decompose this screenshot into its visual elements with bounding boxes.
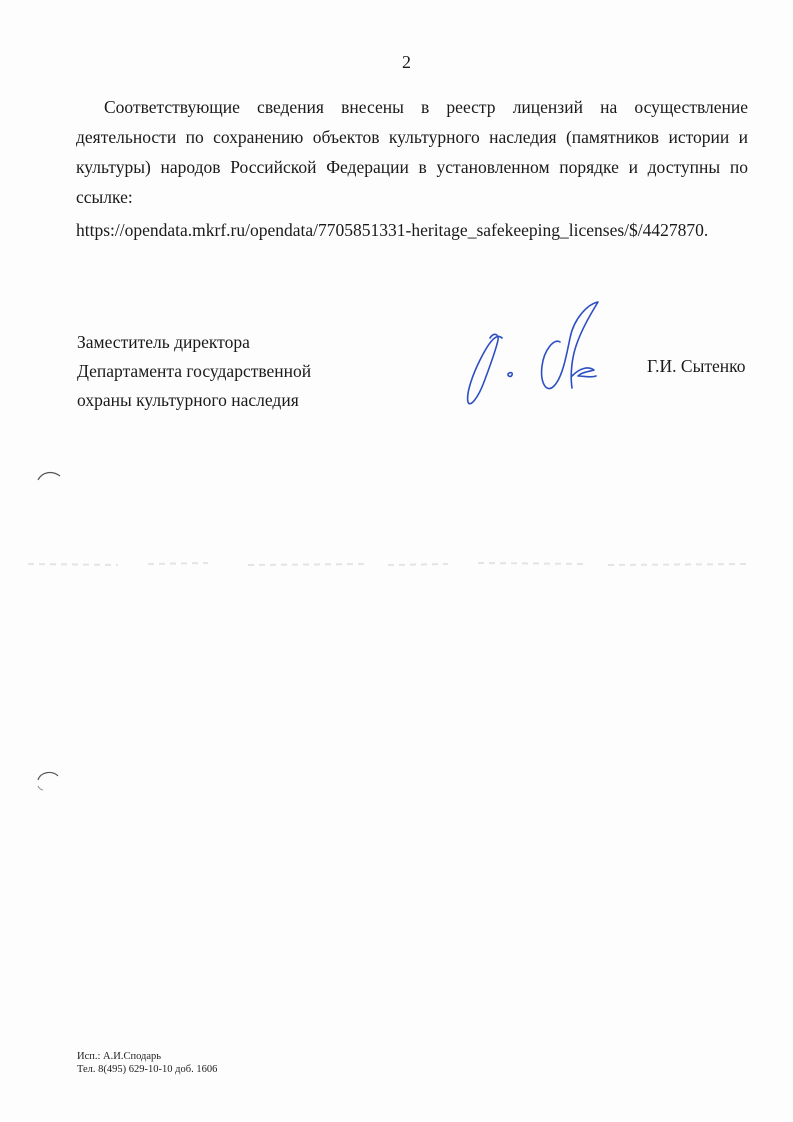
page-number: 2 — [402, 52, 411, 72]
body-paragraph: Соответствующие сведения внесены в реестр лицензий на осуществление деятельности по сохранению объектов культурного наследия (памятников истории и культуры) народов Российской Федерации в установленном порядке и доступны по ссылке: — [76, 97, 748, 207]
signer-title-line-2: Департамента государственной — [77, 361, 312, 381]
hole-punch-mark-bottom — [34, 768, 60, 794]
signer-title-line-3: охраны культурного наследия — [77, 390, 299, 410]
hole-punch-mark-top — [36, 466, 62, 492]
signer-title — [77, 328, 311, 415]
executor-phone: Тел. 8(495) 629-10-10 доб. 1606 — [77, 1064, 218, 1075]
signer-name: Г.И. Сытенко — [647, 356, 746, 376]
scan-noise-line — [28, 559, 768, 569]
executor-name: Исп.: А.И.Сподарь — [77, 1051, 162, 1062]
handwritten-signature — [458, 298, 618, 408]
registry-link[interactable]: https://opendata.mkrf.ru/opendata/7705851331-heritage_safekeeping_licenses/$/4427870. — [76, 220, 709, 240]
signer-title-line-1: Заместитель директора — [77, 332, 250, 352]
executor-info — [77, 1050, 217, 1076]
